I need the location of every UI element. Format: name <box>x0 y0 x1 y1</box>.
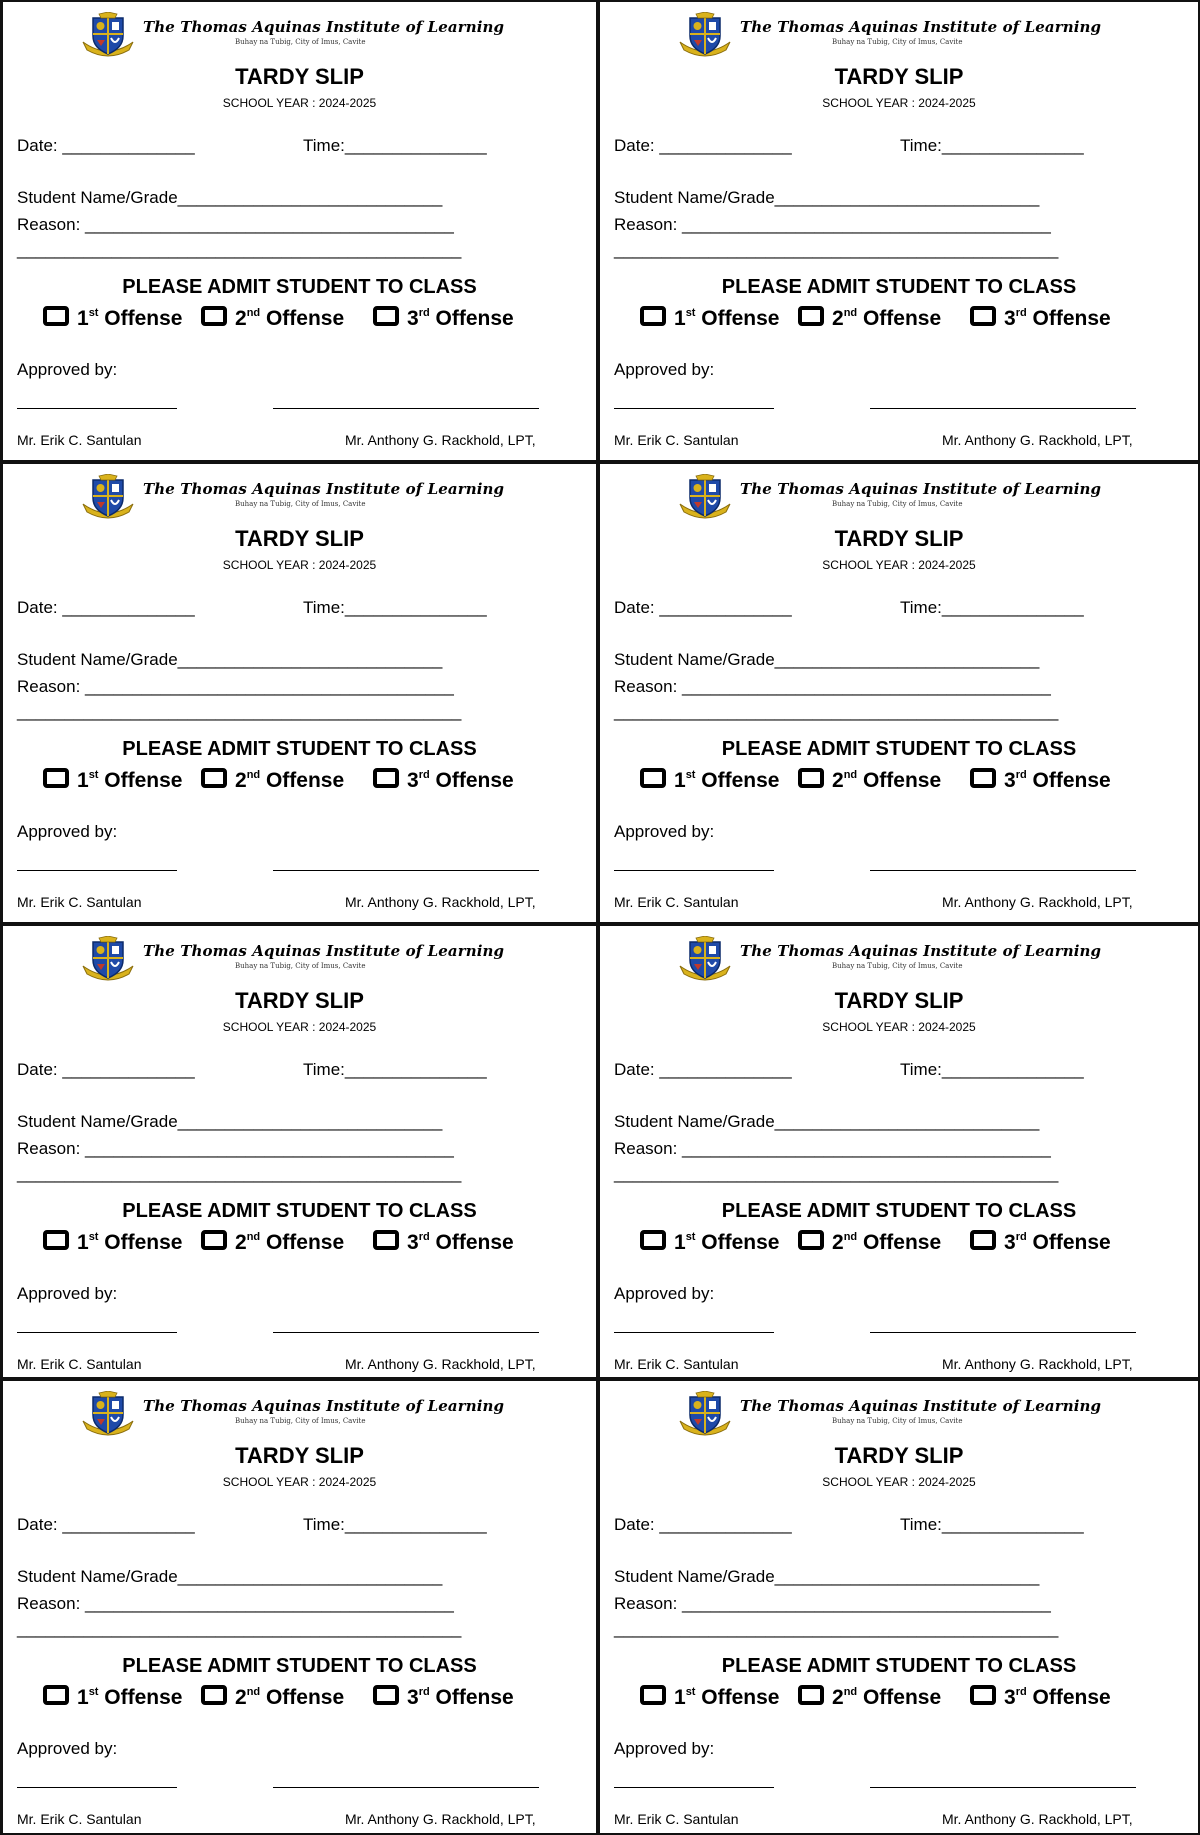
offense-3 <box>373 768 514 794</box>
signature-line-left <box>17 1787 177 1788</box>
reason-field-label: Reason: _______________________________________ <box>614 1139 1051 1158</box>
school-name: The Thomas Aquinas Institute of Learning <box>740 18 1102 36</box>
offense-3-checkbox[interactable] <box>970 768 996 788</box>
time-field-label: Time:_______________ <box>900 1060 1084 1079</box>
offense-1-label: 1st Offense <box>77 307 183 330</box>
reason-blank-line: _______________________________________________ <box>17 702 462 721</box>
offense-3 <box>373 306 514 332</box>
offense-2 <box>201 306 344 332</box>
time-field-label: Time:_______________ <box>900 136 1084 155</box>
reason-field-label: Reason: _______________________________________ <box>17 1139 454 1158</box>
date-field-label: Date: ______________ <box>17 1060 195 1079</box>
signatory-right: Mr. Anthony G. Rackhold, LPT, <box>345 1356 536 1372</box>
offense-2-checkbox[interactable] <box>798 768 824 788</box>
offense-1-checkbox[interactable] <box>640 768 666 788</box>
reason-blank-line: _______________________________________________ <box>17 240 462 259</box>
student-name-field-label: Student Name/Grade____________________________ <box>614 188 1040 207</box>
offense-2 <box>798 1685 941 1711</box>
signatory-right: Mr. Anthony G. Rackhold, LPT, <box>942 1356 1133 1372</box>
offense-2-label: 2nd Offense <box>235 1686 345 1709</box>
school-address: Buhay na Tubig, City of Imus, Cavite <box>235 38 366 46</box>
school-address: Buhay na Tubig, City of Imus, Cavite <box>832 1417 963 1425</box>
offense-options <box>43 768 583 800</box>
reason-blank-line: _______________________________________________ <box>614 1619 1059 1638</box>
school-year: SCHOOL YEAR : 2024-2025 <box>222 1020 377 1034</box>
signatory-left: Mr. Erik C. Santulan <box>614 894 739 910</box>
signatory-left: Mr. Erik C. Santulan <box>614 1811 739 1827</box>
signatory-left: Mr. Erik C. Santulan <box>614 1356 739 1372</box>
school-address: Buhay na Tubig, City of Imus, Cavite <box>235 1417 366 1425</box>
signature-line-right <box>273 870 539 871</box>
student-name-field-label: Student Name/Grade____________________________ <box>17 1567 443 1586</box>
offense-2 <box>201 768 344 794</box>
signatory-right: Mr. Anthony G. Rackhold, LPT, <box>345 894 536 910</box>
tardy-slip <box>598 0 1200 462</box>
offense-2-checkbox[interactable] <box>201 768 227 788</box>
slip-header <box>600 10 1198 56</box>
student-name-field-label: Student Name/Grade____________________________ <box>614 1112 1040 1131</box>
student-name-field-label: Student Name/Grade____________________________ <box>17 650 443 669</box>
tardy-slip <box>0 462 598 924</box>
offense-1 <box>640 1685 780 1711</box>
offense-2-checkbox[interactable] <box>798 306 824 326</box>
school-name: The Thomas Aquinas Institute of Learning <box>143 1397 505 1415</box>
approved-by-label: Approved by: <box>614 1739 715 1758</box>
offense-3-checkbox[interactable] <box>373 1230 399 1250</box>
offense-3-label: 3rd Offense <box>407 1231 514 1254</box>
slip-title: TARDY SLIP <box>235 988 364 1013</box>
offense-3 <box>970 1230 1111 1256</box>
offense-2 <box>201 1685 344 1711</box>
signature-line-left <box>17 408 177 409</box>
offense-2 <box>201 1230 344 1256</box>
school-name: The Thomas Aquinas Institute of Learning <box>143 942 505 960</box>
school-name: The Thomas Aquinas Institute of Learning <box>143 18 505 36</box>
approved-by-label: Approved by: <box>17 1284 118 1303</box>
offense-3-label: 3rd Offense <box>1004 1231 1111 1254</box>
reason-field-label: Reason: _______________________________________ <box>614 215 1051 234</box>
signature-line-right <box>870 1787 1136 1788</box>
signature-line-right <box>870 870 1136 871</box>
offense-1-label: 1st Offense <box>674 307 780 330</box>
offense-2-checkbox[interactable] <box>201 306 227 326</box>
slip-header <box>3 10 596 56</box>
admit-instruction: PLEASE ADMIT STUDENT TO CLASS <box>721 738 1077 760</box>
signature-line-left <box>17 1332 177 1333</box>
offense-3-checkbox[interactable] <box>970 1230 996 1250</box>
slip-title: TARDY SLIP <box>834 988 964 1013</box>
offense-1 <box>640 306 780 332</box>
time-field-label: Time:_______________ <box>303 1515 487 1534</box>
school-year: SCHOOL YEAR : 2024-2025 <box>222 1475 377 1489</box>
school-crest-icon <box>79 12 137 58</box>
signatory-left: Mr. Erik C. Santulan <box>17 894 142 910</box>
approved-by-label: Approved by: <box>614 360 715 379</box>
offense-options <box>43 306 583 338</box>
time-field-label: Time:_______________ <box>900 598 1084 617</box>
signature-line-left <box>614 870 774 871</box>
offense-options <box>640 1685 1180 1717</box>
signatory-right: Mr. Anthony G. Rackhold, LPT, <box>345 1811 536 1827</box>
school-crest-icon <box>676 12 734 58</box>
offense-1 <box>43 306 183 332</box>
offense-2 <box>798 306 941 332</box>
signature-line-left <box>17 870 177 871</box>
offense-1-label: 1st Offense <box>77 1231 183 1254</box>
slip-title: TARDY SLIP <box>834 526 964 551</box>
tardy-slip <box>598 462 1200 924</box>
tardy-slip <box>598 924 1200 1379</box>
offense-2-label: 2nd Offense <box>832 769 942 792</box>
offense-1-label: 1st Offense <box>674 1231 780 1254</box>
signatory-left: Mr. Erik C. Santulan <box>17 1356 142 1372</box>
admit-instruction: PLEASE ADMIT STUDENT TO CLASS <box>122 276 477 298</box>
offense-2-checkbox[interactable] <box>201 1230 227 1250</box>
date-field-label: Date: ______________ <box>17 598 195 617</box>
offense-1-checkbox[interactable] <box>43 1685 69 1705</box>
offense-1 <box>640 768 780 794</box>
tardy-slip <box>0 0 598 462</box>
offense-1 <box>43 768 183 794</box>
signature-line-left <box>614 408 774 409</box>
offense-1-checkbox[interactable] <box>640 1685 666 1705</box>
signatory-left: Mr. Erik C. Santulan <box>614 432 739 448</box>
slip-header <box>3 934 596 980</box>
approved-by-label: Approved by: <box>17 360 118 379</box>
date-field-label: Date: ______________ <box>614 1515 792 1534</box>
school-year: SCHOOL YEAR : 2024-2025 <box>822 1020 976 1034</box>
reason-blank-line: _______________________________________________ <box>614 240 1059 259</box>
time-field-label: Time:_______________ <box>303 136 487 155</box>
school-crest-icon <box>79 474 137 520</box>
offense-1-label: 1st Offense <box>77 769 183 792</box>
date-field-label: Date: ______________ <box>17 1515 195 1534</box>
reason-field-label: Reason: _______________________________________ <box>17 677 454 696</box>
signature-line-right <box>273 408 539 409</box>
offense-3 <box>970 768 1111 794</box>
school-year: SCHOOL YEAR : 2024-2025 <box>822 96 976 110</box>
offense-2-label: 2nd Offense <box>832 1231 942 1254</box>
offense-1 <box>43 1685 183 1711</box>
admit-instruction: PLEASE ADMIT STUDENT TO CLASS <box>122 1655 477 1677</box>
signature-line-left <box>614 1332 774 1333</box>
offense-3-checkbox[interactable] <box>970 1685 996 1705</box>
slip-header <box>600 934 1198 980</box>
offense-2-label: 2nd Offense <box>235 307 345 330</box>
slip-title: TARDY SLIP <box>235 526 364 551</box>
offense-options <box>640 768 1180 800</box>
student-name-field-label: Student Name/Grade____________________________ <box>17 188 443 207</box>
approved-by-label: Approved by: <box>614 1284 715 1303</box>
student-name-field-label: Student Name/Grade____________________________ <box>614 1567 1040 1586</box>
school-year: SCHOOL YEAR : 2024-2025 <box>822 1475 976 1489</box>
offense-3-checkbox[interactable] <box>373 306 399 326</box>
reason-blank-line: _______________________________________________ <box>614 702 1059 721</box>
signature-line-right <box>870 1332 1136 1333</box>
offense-3 <box>373 1230 514 1256</box>
offense-1-checkbox[interactable] <box>640 1230 666 1250</box>
slip-title: TARDY SLIP <box>834 1443 964 1468</box>
school-crest-icon <box>79 1391 137 1437</box>
slip-header <box>600 1389 1198 1435</box>
offense-2-checkbox[interactable] <box>201 1685 227 1705</box>
offense-1-label: 1st Offense <box>77 1686 183 1709</box>
school-name: The Thomas Aquinas Institute of Learning <box>740 480 1102 498</box>
student-name-field-label: Student Name/Grade____________________________ <box>614 650 1040 669</box>
admit-instruction: PLEASE ADMIT STUDENT TO CLASS <box>721 1655 1077 1677</box>
reason-field-label: Reason: _______________________________________ <box>17 215 454 234</box>
offense-3 <box>970 306 1111 332</box>
offense-3-checkbox[interactable] <box>373 1685 399 1705</box>
offense-1 <box>640 1230 780 1256</box>
offense-3-label: 3rd Offense <box>1004 1686 1111 1709</box>
offense-2-label: 2nd Offense <box>235 1231 345 1254</box>
school-address: Buhay na Tubig, City of Imus, Cavite <box>832 500 963 508</box>
offense-1-checkbox[interactable] <box>43 1230 69 1250</box>
signature-line-right <box>273 1332 539 1333</box>
reason-blank-line: _______________________________________________ <box>17 1164 462 1183</box>
offense-options <box>43 1685 583 1717</box>
signatory-left: Mr. Erik C. Santulan <box>17 432 142 448</box>
signatory-right: Mr. Anthony G. Rackhold, LPT, <box>942 894 1133 910</box>
offense-3-label: 3rd Offense <box>1004 307 1111 330</box>
offense-3-checkbox[interactable] <box>373 768 399 788</box>
offense-2 <box>798 768 941 794</box>
signatory-right: Mr. Anthony G. Rackhold, LPT, <box>942 1811 1133 1827</box>
offense-1-checkbox[interactable] <box>640 306 666 326</box>
admit-instruction: PLEASE ADMIT STUDENT TO CLASS <box>122 1200 477 1222</box>
school-address: Buhay na Tubig, City of Imus, Cavite <box>832 38 963 46</box>
approved-by-label: Approved by: <box>17 1739 118 1758</box>
offense-3-label: 3rd Offense <box>1004 769 1111 792</box>
offense-1-label: 1st Offense <box>674 1686 780 1709</box>
signature-line-left <box>614 1787 774 1788</box>
signatory-right: Mr. Anthony G. Rackhold, LPT, <box>942 432 1133 448</box>
school-year: SCHOOL YEAR : 2024-2025 <box>822 558 976 572</box>
offense-2-checkbox[interactable] <box>798 1230 824 1250</box>
approved-by-label: Approved by: <box>614 822 715 841</box>
school-name: The Thomas Aquinas Institute of Learning <box>740 1397 1102 1415</box>
offense-2 <box>798 1230 941 1256</box>
approved-by-label: Approved by: <box>17 822 118 841</box>
admit-instruction: PLEASE ADMIT STUDENT TO CLASS <box>721 276 1077 298</box>
date-field-label: Date: ______________ <box>614 598 792 617</box>
reason-field-label: Reason: _______________________________________ <box>17 1594 454 1613</box>
offense-2-checkbox[interactable] <box>798 1685 824 1705</box>
offense-3-checkbox[interactable] <box>970 306 996 326</box>
offense-1-label: 1st Offense <box>674 769 780 792</box>
offense-2-label: 2nd Offense <box>235 769 345 792</box>
offense-3 <box>373 1685 514 1711</box>
slip-header <box>3 472 596 518</box>
slip-title: TARDY SLIP <box>235 1443 364 1468</box>
reason-blank-line: _______________________________________________ <box>614 1164 1059 1183</box>
tardy-slip <box>0 924 598 1379</box>
date-field-label: Date: ______________ <box>614 136 792 155</box>
school-address: Buhay na Tubig, City of Imus, Cavite <box>235 500 366 508</box>
offense-options <box>640 1230 1180 1262</box>
school-crest-icon <box>676 936 734 982</box>
offense-3-label: 3rd Offense <box>407 1686 514 1709</box>
signature-line-right <box>273 1787 539 1788</box>
date-field-label: Date: ______________ <box>17 136 195 155</box>
slip-title: TARDY SLIP <box>235 64 364 89</box>
offense-1-checkbox[interactable] <box>43 306 69 326</box>
school-name: The Thomas Aquinas Institute of Learning <box>740 942 1102 960</box>
school-address: Buhay na Tubig, City of Imus, Cavite <box>235 962 366 970</box>
tardy-slip <box>0 1379 598 1835</box>
time-field-label: Time:_______________ <box>303 598 487 617</box>
slip-title: TARDY SLIP <box>834 64 964 89</box>
school-crest-icon <box>676 474 734 520</box>
reason-field-label: Reason: _______________________________________ <box>614 1594 1051 1613</box>
offense-2-label: 2nd Offense <box>832 307 942 330</box>
school-name: The Thomas Aquinas Institute of Learning <box>143 480 505 498</box>
offense-3-label: 3rd Offense <box>407 307 514 330</box>
admit-instruction: PLEASE ADMIT STUDENT TO CLASS <box>122 738 477 760</box>
time-field-label: Time:_______________ <box>900 1515 1084 1534</box>
offense-1-checkbox[interactable] <box>43 768 69 788</box>
offense-3 <box>970 1685 1111 1711</box>
signature-line-right <box>870 408 1136 409</box>
signatory-right: Mr. Anthony G. Rackhold, LPT, <box>345 432 536 448</box>
school-crest-icon <box>676 1391 734 1437</box>
school-year: SCHOOL YEAR : 2024-2025 <box>222 558 377 572</box>
slip-header <box>600 472 1198 518</box>
slip-header <box>3 1389 596 1435</box>
school-crest-icon <box>79 936 137 982</box>
reason-blank-line: _______________________________________________ <box>17 1619 462 1638</box>
signatory-left: Mr. Erik C. Santulan <box>17 1811 142 1827</box>
offense-2-label: 2nd Offense <box>832 1686 942 1709</box>
admit-instruction: PLEASE ADMIT STUDENT TO CLASS <box>721 1200 1077 1222</box>
offense-options <box>43 1230 583 1262</box>
school-year: SCHOOL YEAR : 2024-2025 <box>222 96 377 110</box>
offense-options <box>640 306 1180 338</box>
student-name-field-label: Student Name/Grade____________________________ <box>17 1112 443 1131</box>
date-field-label: Date: ______________ <box>614 1060 792 1079</box>
reason-field-label: Reason: _______________________________________ <box>614 677 1051 696</box>
time-field-label: Time:_______________ <box>303 1060 487 1079</box>
offense-1 <box>43 1230 183 1256</box>
tardy-slip <box>598 1379 1200 1835</box>
offense-3-label: 3rd Offense <box>407 769 514 792</box>
school-address: Buhay na Tubig, City of Imus, Cavite <box>832 962 963 970</box>
